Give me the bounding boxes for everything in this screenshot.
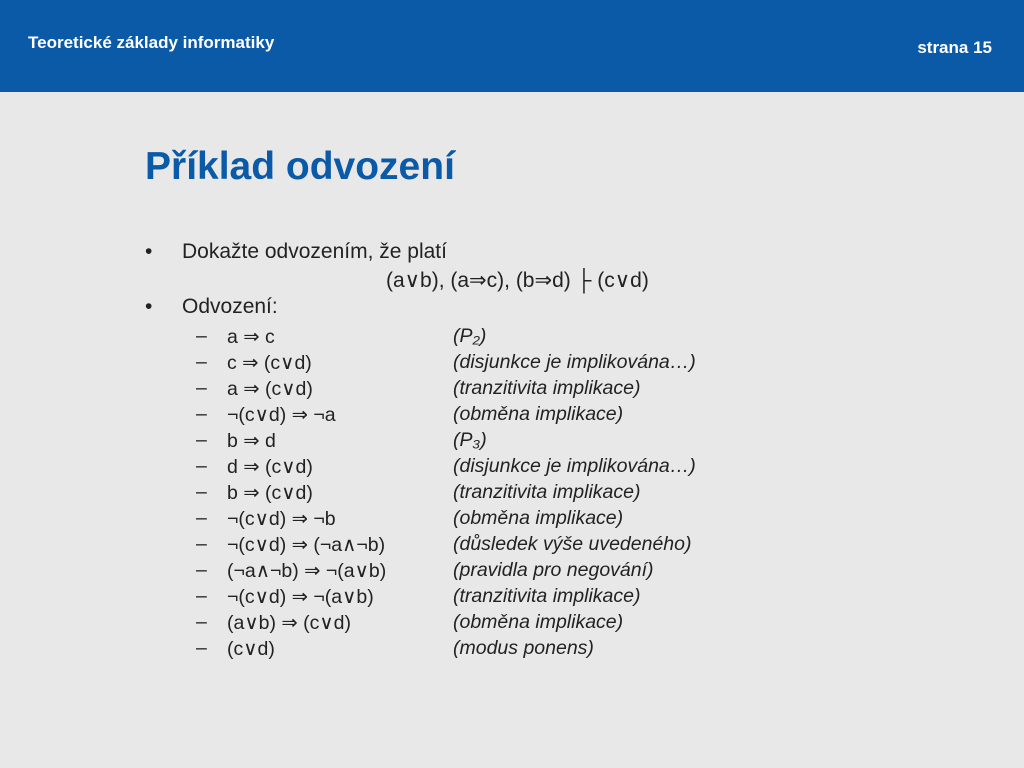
step-reason: (P₂)	[453, 325, 487, 347]
step-formula: a ⇒ (c∨d)	[227, 378, 313, 400]
bullet-text: Dokažte odvozením, že platí	[182, 240, 447, 263]
step-reason: (tranzitivita implikace)	[453, 481, 641, 503]
step-formula: (a∨b) ⇒ (c∨d)	[227, 612, 351, 634]
step-formula: a ⇒ c	[227, 326, 275, 348]
step-formula: b ⇒ d	[227, 430, 276, 452]
derivation-step	[196, 559, 816, 585]
header-bar	[0, 0, 1024, 92]
step-reason: (disjunkce je implikována…)	[453, 455, 696, 477]
derivation-step	[196, 637, 816, 663]
step-formula: ¬(c∨d) ⇒ ¬a	[227, 404, 336, 426]
derivation-step	[196, 351, 816, 377]
step-dash: –	[196, 611, 207, 633]
derivation-step	[196, 585, 816, 611]
step-formula: ¬(c∨d) ⇒ (¬a∧¬b)	[227, 534, 386, 556]
derivation-step	[196, 533, 816, 559]
step-formula: (c∨d)	[227, 638, 275, 660]
step-reason: (obměna implikace)	[453, 611, 624, 633]
step-dash: –	[196, 585, 207, 607]
step-reason: (tranzitivita implikace)	[453, 377, 641, 399]
bullet-dot: •	[145, 295, 153, 318]
page-number: strana 15	[917, 38, 992, 57]
step-reason: (obměna implikace)	[453, 507, 624, 529]
derivation-step	[196, 325, 816, 351]
bullet-text: Odvození:	[182, 295, 278, 318]
derivation-step	[196, 611, 816, 637]
step-dash: –	[196, 559, 207, 581]
bullet-dot: •	[145, 240, 153, 263]
derivation-step	[196, 377, 816, 403]
derivation-step	[196, 403, 816, 429]
step-formula: ¬(c∨d) ⇒ ¬(a∨b)	[227, 586, 374, 608]
course-title: Teoretické základy informatiky	[28, 33, 275, 52]
derivation-step	[196, 429, 816, 455]
step-formula: b ⇒ (c∨d)	[227, 482, 313, 504]
derivation-step	[196, 507, 816, 533]
step-formula: (¬a∧¬b) ⇒ ¬(a∨b)	[227, 560, 387, 582]
step-dash: –	[196, 637, 207, 659]
claim-formula: (a∨b), (a⇒c), (b⇒d) ├ (c∨d)	[386, 269, 649, 292]
step-dash: –	[196, 351, 207, 373]
step-reason: (tranzitivita implikace)	[453, 585, 641, 607]
step-reason: (disjunkce je implikována…)	[453, 351, 696, 373]
step-dash: –	[196, 325, 207, 347]
step-reason: (modus ponens)	[453, 637, 594, 659]
step-reason: (P₃)	[453, 429, 487, 451]
step-dash: –	[196, 455, 207, 477]
derivation-step	[196, 481, 816, 507]
step-dash: –	[196, 481, 207, 503]
step-dash: –	[196, 403, 207, 425]
step-formula: d ⇒ (c∨d)	[227, 456, 313, 478]
step-dash: –	[196, 533, 207, 555]
derivation-step	[196, 455, 816, 481]
step-dash: –	[196, 429, 207, 451]
step-reason: (pravidla pro negování)	[453, 559, 654, 581]
step-formula: ¬(c∨d) ⇒ ¬b	[227, 508, 336, 530]
step-reason: (důsledek výše uvedeného)	[453, 533, 692, 555]
step-formula: c ⇒ (c∨d)	[227, 352, 312, 374]
step-dash: –	[196, 377, 207, 399]
step-dash: –	[196, 507, 207, 529]
slide-title: Příklad odvození	[145, 145, 455, 188]
step-reason: (obměna implikace)	[453, 403, 624, 425]
derivation-steps	[196, 325, 816, 663]
